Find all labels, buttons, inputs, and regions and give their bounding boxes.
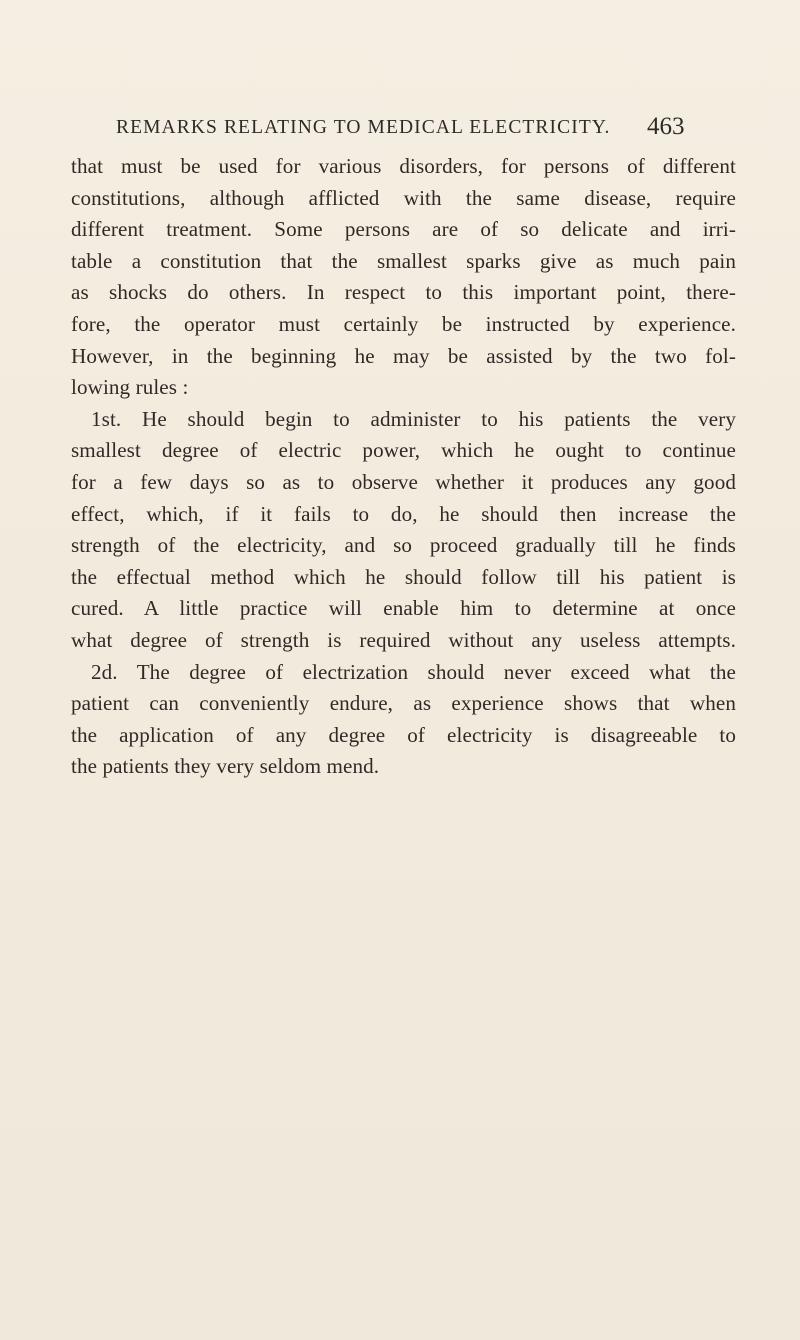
text-line: constitutions, although afflicted with the same disease, require [71, 185, 736, 210]
text-line: lowing rules : [71, 375, 189, 400]
text-line: patient can conveniently endure, as experience shows that when [71, 691, 736, 716]
running-head-title: REMARKS RELATING TO MEDICAL ELECTRICITY. [116, 117, 611, 138]
text-line: However, in the beginning he may be assisted by the two fol- [71, 343, 736, 368]
text-line: as shocks do others. In respect to this important point, there- [71, 280, 736, 305]
running-head [116, 111, 736, 145]
text-line: effect, which, if it fails to do, he should then increase the [71, 501, 736, 526]
text-line: different treatment. Some persons are of so delicate and irri- [71, 217, 736, 242]
text-line: what degree of strength is required without any useless attempts. [71, 627, 736, 652]
text-line: cured. A little practice will enable him to determine at once [71, 596, 736, 621]
text-line: the effectual method which he should follow till his patient is [71, 564, 736, 589]
page-number: 463 [647, 113, 685, 140]
text-line: the application of any degree of electricity is disagreeable to [71, 722, 736, 747]
text-line: smallest degree of electric power, which he ought to continue [71, 438, 736, 463]
text-line: the patients they very seldom mend. [71, 754, 380, 779]
text-line: for a few days so as to observe whether it produces any good [71, 469, 736, 494]
text-line: table a constitution that the smallest sparks give as much pain [71, 248, 736, 273]
text-line: 2d. The degree of electrization should never exceed what the [91, 659, 736, 684]
text-line: fore, the operator must certainly be instructed by experience. [71, 311, 736, 336]
text-line: 1st. He should begin to administer to his patients the very [91, 406, 736, 431]
body-text [71, 151, 736, 783]
text-line: that must be used for various disorders, for persons of different [71, 154, 736, 178]
text-line: strength of the electricity, and so proceed gradually till he finds [71, 533, 736, 558]
